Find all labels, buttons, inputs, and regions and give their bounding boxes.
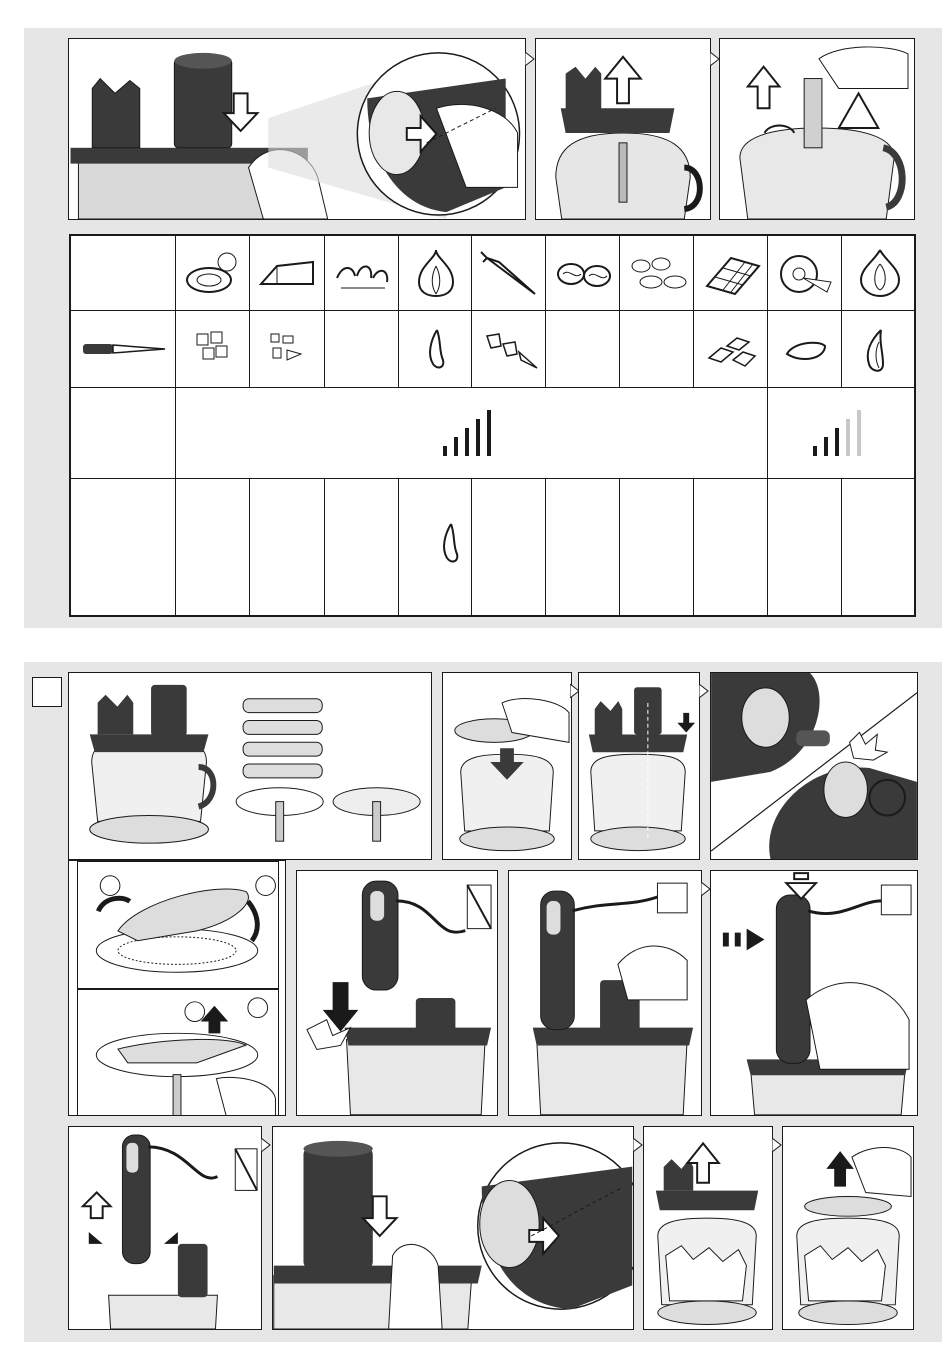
step-arrow-icon	[525, 52, 535, 66]
step-arrow-icon	[699, 684, 709, 698]
lift-lid-sliced-illustration	[644, 1127, 772, 1329]
no-plug-icon	[235, 1149, 257, 1191]
garlic-icon	[407, 246, 465, 300]
speed-bar	[846, 419, 850, 456]
hand-icon	[819, 47, 908, 89]
panel-lift-lid-sliced	[643, 1126, 773, 1330]
meat-cubes-icon	[191, 328, 231, 364]
apple-icon	[773, 248, 837, 298]
speed-bar	[476, 419, 480, 456]
speed-indicator-high	[439, 408, 501, 458]
step-number-box	[32, 677, 62, 707]
parsley-icon	[331, 254, 393, 294]
disc-inserts-icon	[243, 699, 322, 778]
speed-bar	[835, 428, 839, 456]
speed-bar	[454, 437, 458, 456]
cheese-pieces-icon	[267, 330, 307, 364]
garlic-clove-icon	[437, 522, 461, 566]
panel-plug-in	[508, 870, 702, 1116]
panel-unlock-knob-detail	[272, 1126, 634, 1330]
mount-motor-illustration	[297, 871, 497, 1115]
knife-icon	[81, 336, 167, 362]
plug-in-illustration	[509, 871, 701, 1115]
insert-knob-illustration	[69, 39, 525, 219]
wall-socket-icon	[881, 885, 911, 915]
switch-on-illustration	[711, 871, 917, 1115]
lift-lid-illustration	[536, 39, 710, 219]
panel-release-motor	[68, 1126, 262, 1330]
speed-bar	[857, 410, 861, 456]
speed-bar	[443, 446, 447, 456]
step-arrow-icon	[261, 1138, 271, 1152]
disc-lift-arrow-icon	[826, 1151, 854, 1186]
insert-disc-illustration	[443, 673, 571, 859]
unlock-knob-illustration	[273, 1127, 633, 1329]
attach-lid-illustration	[579, 673, 699, 859]
speed-bar	[824, 437, 828, 456]
speed-indicator-medium	[809, 408, 871, 458]
panel-remove-blade	[719, 38, 915, 220]
press-left-arrow-icon	[89, 1232, 103, 1244]
onion-half-icon	[861, 328, 889, 376]
remove-disc-illustration	[783, 1127, 913, 1329]
release-up-arrow-icon	[83, 1192, 111, 1218]
step-arrow-icon	[633, 1138, 643, 1152]
panel-mount-motor	[296, 870, 498, 1116]
disc-holder-step-1	[77, 861, 279, 989]
panel-attach-lid	[578, 672, 700, 860]
panel-lift-lid	[535, 38, 711, 220]
press-side-arrow-icon	[723, 929, 765, 951]
meat-icon	[181, 248, 245, 298]
panel-disc-holder-assemble	[68, 860, 286, 1116]
blade-lift-arrow-icon	[748, 67, 780, 109]
press-right-arrow-icon	[164, 1232, 178, 1244]
cheese-icon	[257, 254, 319, 294]
lock-lid-illustration	[711, 673, 917, 859]
warning-sharp-icon	[839, 93, 879, 128]
release-motor-illustration	[69, 1127, 261, 1329]
remove-blade-illustration	[720, 39, 914, 219]
chocolate-pieces-icon	[705, 334, 759, 370]
chocolate-icon	[701, 250, 763, 298]
speed-bar	[465, 428, 469, 456]
panel-remove-disc	[782, 1126, 914, 1330]
parts-overview-illustration	[69, 673, 431, 859]
speed-bar	[813, 446, 817, 456]
onion-icon	[851, 246, 909, 300]
garlic-clove-icon	[423, 328, 447, 372]
almonds-icon	[627, 252, 689, 296]
disc-holder-attach-illustration	[78, 862, 278, 988]
panel-insert-disc	[442, 672, 572, 860]
panel-switch-on	[710, 870, 918, 1116]
carrot-icon	[479, 248, 541, 298]
lid-lift-arrow-icon	[605, 57, 641, 103]
panel-insert-knob-detail	[68, 38, 526, 220]
carrot-pieces-icon	[483, 328, 541, 372]
wall-socket-icon	[657, 883, 687, 913]
panel-lock-lid-detail	[710, 672, 918, 860]
no-plug-icon	[467, 885, 491, 929]
apple-slice-icon	[783, 338, 829, 366]
speed-bar	[487, 410, 491, 456]
step-arrow-icon	[772, 1138, 782, 1152]
disc-holder-step-2	[77, 989, 279, 1116]
processing-guide-table	[69, 234, 916, 617]
nuts-icon	[553, 252, 615, 296]
panel-parts-overview	[68, 672, 432, 860]
disc-holder-release-illustration	[78, 990, 278, 1116]
